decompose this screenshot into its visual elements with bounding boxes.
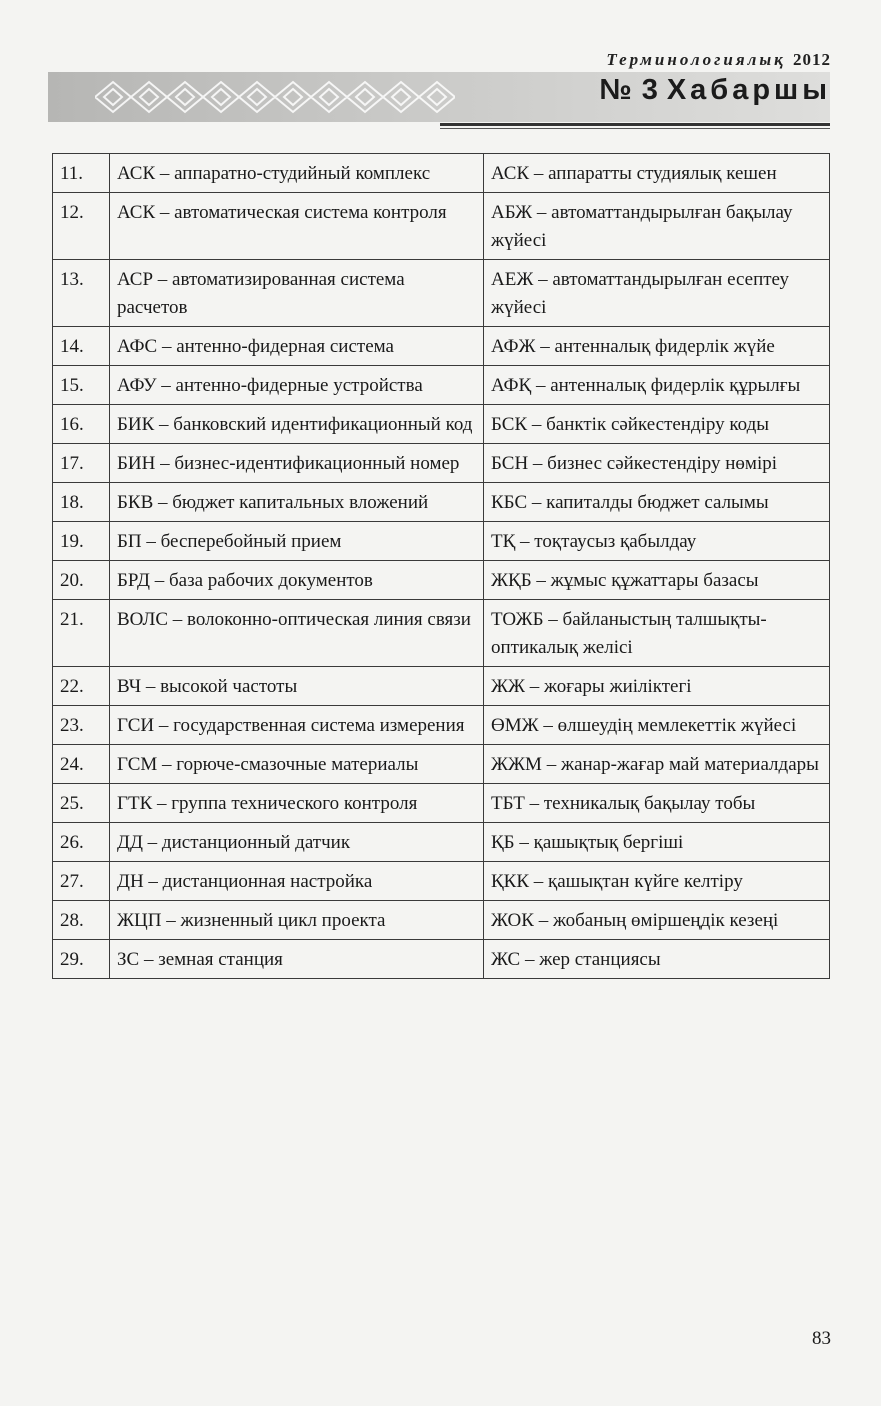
kazakh-term: ҚБ – қашықтық бергіші bbox=[484, 823, 830, 862]
magazine-name: Хабаршы bbox=[666, 74, 831, 106]
russian-term: АФУ – антенно-фидерные устройства bbox=[110, 366, 484, 405]
table-row bbox=[53, 561, 830, 600]
table-row bbox=[53, 745, 830, 784]
row-number: 24. bbox=[53, 745, 110, 784]
row-number: 14. bbox=[53, 327, 110, 366]
journal-title-line bbox=[606, 50, 831, 70]
journal-year: 2012 bbox=[793, 50, 831, 69]
kazakh-term: ЖОК – жобаның өміршеңдік кезеңі bbox=[484, 901, 830, 940]
kazakh-term: АФҚ – антенналық фидерлік құрылғы bbox=[484, 366, 830, 405]
table-row bbox=[53, 940, 830, 979]
table-row bbox=[53, 522, 830, 561]
table-row bbox=[53, 193, 830, 260]
russian-term: АСР – автоматизированная система расчетов bbox=[110, 260, 484, 327]
row-number: 11. bbox=[53, 154, 110, 193]
kazakh-term: ЖҚБ – жұмыс құжаттары базасы bbox=[484, 561, 830, 600]
russian-term: БИК – банковский идентификационный код bbox=[110, 405, 484, 444]
kazakh-term: АФЖ – антенналық фидерлік жүйе bbox=[484, 327, 830, 366]
row-number: 22. bbox=[53, 667, 110, 706]
journal-title: Терминологиялық bbox=[606, 50, 786, 69]
russian-term: БП – бесперебойный прием bbox=[110, 522, 484, 561]
table-row bbox=[53, 405, 830, 444]
issue-number: № 3 bbox=[599, 74, 659, 106]
table-row bbox=[53, 667, 830, 706]
table-row bbox=[53, 444, 830, 483]
row-number: 23. bbox=[53, 706, 110, 745]
header-rule bbox=[440, 123, 830, 126]
kazakh-term: ҚКК – қашықтан күйге келтіру bbox=[484, 862, 830, 901]
row-number: 25. bbox=[53, 784, 110, 823]
russian-term: ГСИ – государственная система измерения bbox=[110, 706, 484, 745]
kazakh-term: ТБТ – техникалық бақылау тобы bbox=[484, 784, 830, 823]
kazakh-term: АСК – аппаратты студиялық кешен bbox=[484, 154, 830, 193]
row-number: 29. bbox=[53, 940, 110, 979]
issue-title bbox=[599, 74, 831, 107]
russian-term: ВОЛС – волоконно-оптическая линия связи bbox=[110, 600, 484, 667]
row-number: 20. bbox=[53, 561, 110, 600]
row-number: 12. bbox=[53, 193, 110, 260]
table-row bbox=[53, 784, 830, 823]
terms-table bbox=[52, 153, 830, 979]
kazakh-term: КБС – капиталды бюджет салымы bbox=[484, 483, 830, 522]
row-number: 16. bbox=[53, 405, 110, 444]
table-row bbox=[53, 862, 830, 901]
ornament-pattern-icon bbox=[95, 78, 455, 116]
table-row bbox=[53, 327, 830, 366]
kazakh-term: АЕЖ – автоматтандырылған есептеу жүйесі bbox=[484, 260, 830, 327]
row-number: 19. bbox=[53, 522, 110, 561]
russian-term: АСК – аппаратно-студийный комплекс bbox=[110, 154, 484, 193]
terms-table-body bbox=[53, 154, 830, 979]
header-rule-thin bbox=[440, 128, 830, 129]
table-row bbox=[53, 366, 830, 405]
kazakh-term: БСК – банктік сәйкестендіру коды bbox=[484, 405, 830, 444]
row-number: 27. bbox=[53, 862, 110, 901]
row-number: 15. bbox=[53, 366, 110, 405]
russian-term: БКВ – бюджет капитальных вложений bbox=[110, 483, 484, 522]
row-number: 18. bbox=[53, 483, 110, 522]
page-number: 83 bbox=[812, 1328, 831, 1349]
table-row bbox=[53, 260, 830, 327]
kazakh-term: ЖС – жер станциясы bbox=[484, 940, 830, 979]
russian-term: ДД – дистанционный датчик bbox=[110, 823, 484, 862]
kazakh-term: АБЖ – автоматтандырылған бақылау жүйесі bbox=[484, 193, 830, 260]
kazakh-term: БСН – бизнес сәйкестендіру нөмірі bbox=[484, 444, 830, 483]
table-row bbox=[53, 154, 830, 193]
russian-term: ВЧ – высокой частоты bbox=[110, 667, 484, 706]
russian-term: ГСМ – горюче-смазочные материалы bbox=[110, 745, 484, 784]
table-row bbox=[53, 483, 830, 522]
russian-term: БРД – база рабочих документов bbox=[110, 561, 484, 600]
row-number: 13. bbox=[53, 260, 110, 327]
row-number: 21. bbox=[53, 600, 110, 667]
russian-term: БИН – бизнес-идентификационный номер bbox=[110, 444, 484, 483]
russian-term: АФС – антенно-фидерная система bbox=[110, 327, 484, 366]
russian-term: ЗС – земная станция bbox=[110, 940, 484, 979]
russian-term: ДН – дистанционная настройка bbox=[110, 862, 484, 901]
table-row bbox=[53, 600, 830, 667]
table-row bbox=[53, 706, 830, 745]
table-row bbox=[53, 823, 830, 862]
kazakh-term: ЖЖМ – жанар-жағар май материалдары bbox=[484, 745, 830, 784]
row-number: 26. bbox=[53, 823, 110, 862]
russian-term: ГТК – группа технического контроля bbox=[110, 784, 484, 823]
kazakh-term: ЖЖ – жоғары жиіліктегі bbox=[484, 667, 830, 706]
kazakh-term: ӨМЖ – өлшеудің мемлекеттік жүйесі bbox=[484, 706, 830, 745]
kazakh-term: ТҚ – тоқтаусыз қабылдау bbox=[484, 522, 830, 561]
kazakh-term: ТОЖБ – байланыстың талшықты-оптикалық желісі bbox=[484, 600, 830, 667]
row-number: 17. bbox=[53, 444, 110, 483]
row-number: 28. bbox=[53, 901, 110, 940]
russian-term: ЖЦП – жизненный цикл проекта bbox=[110, 901, 484, 940]
table-row bbox=[53, 901, 830, 940]
russian-term: АСК – автоматическая система контроля bbox=[110, 193, 484, 260]
